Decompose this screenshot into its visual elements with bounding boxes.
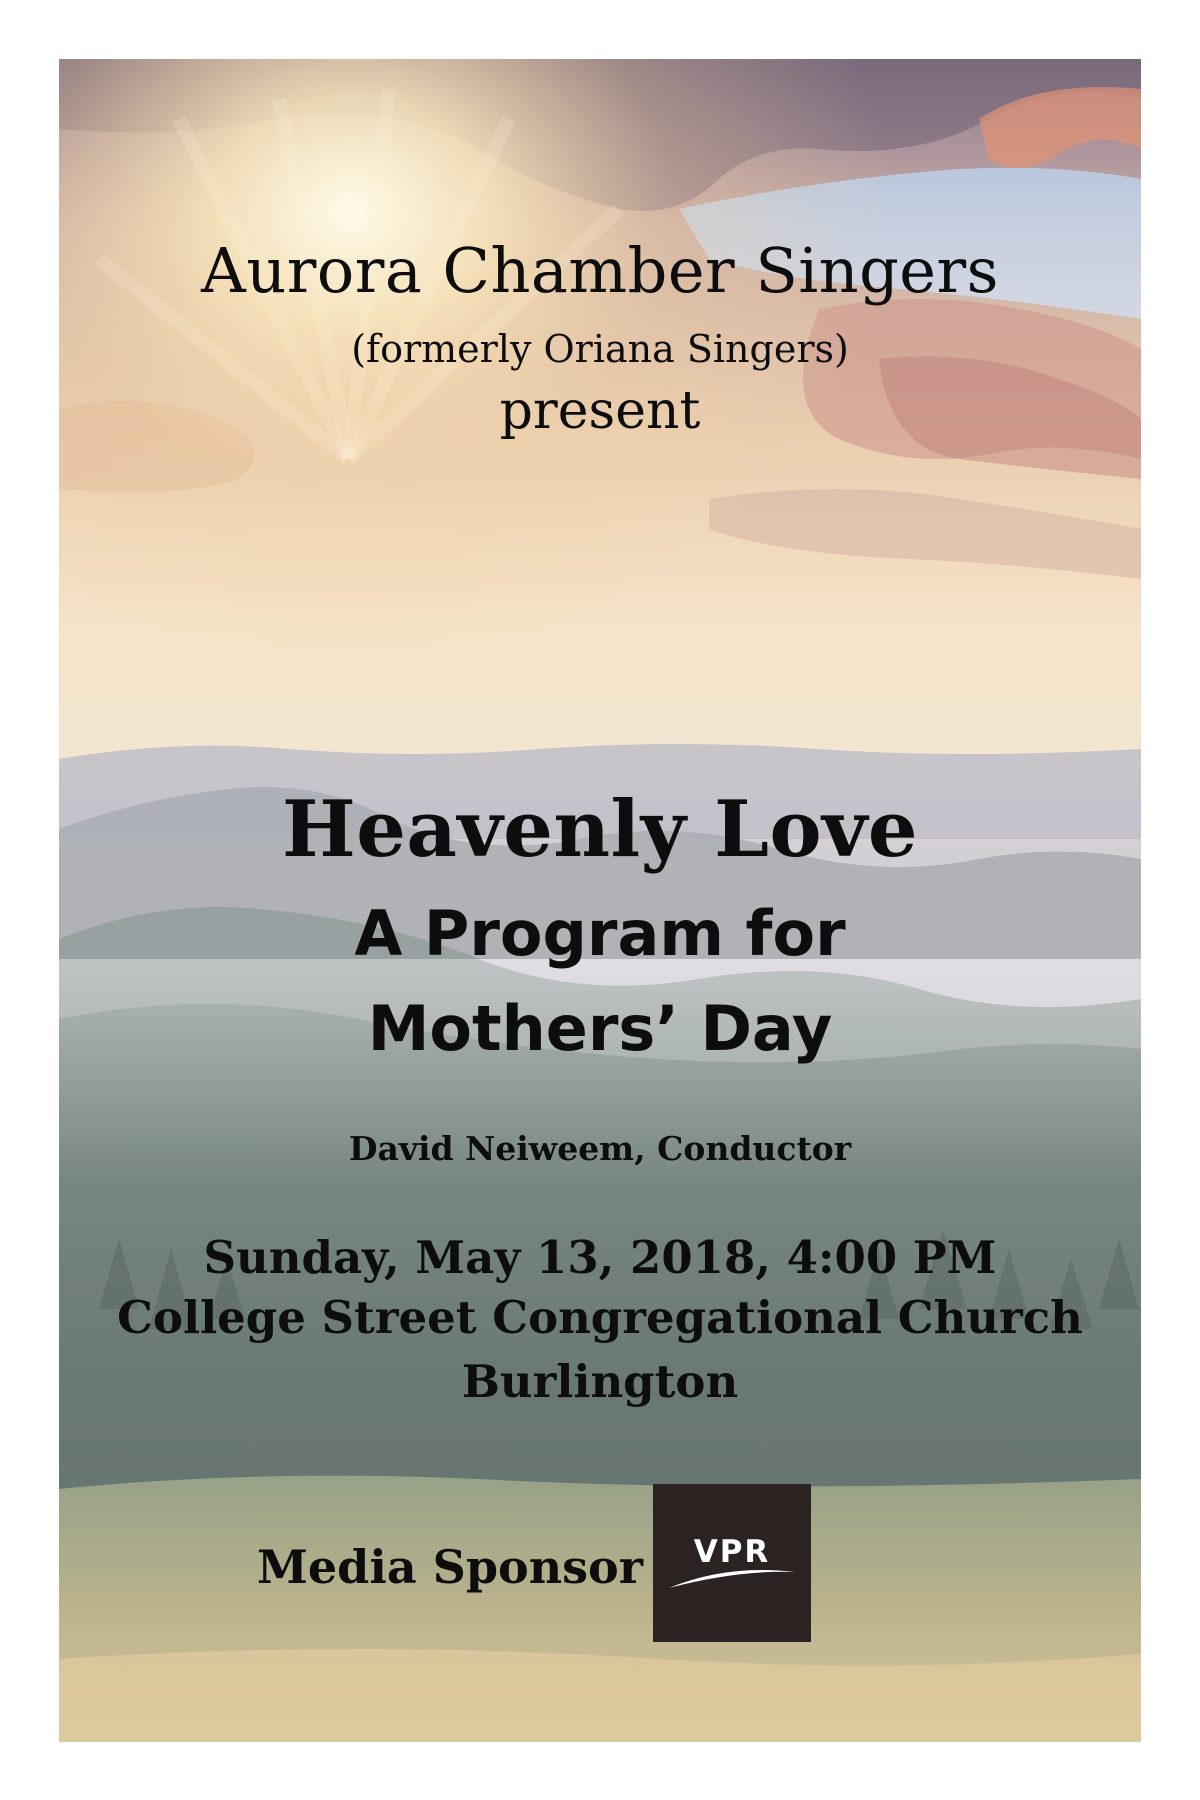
program-subtitle-line1: A Program for [354,897,846,970]
former-name: (formerly Oriana Singers) [351,327,849,371]
organization-name: Aurora Chamber Singers [201,234,999,307]
poster-text [59,59,1141,1742]
program-subtitle-line2: Mothers’ Day [367,992,833,1065]
event-date-time: Sunday, May 13, 2018, 4:00 PM [203,1231,997,1284]
present-text: present [499,381,701,441]
conductor-credit: David Neiweem, Conductor [348,1129,852,1168]
event-city: Burlington [461,1355,739,1408]
media-sponsor-label: Media Sponsor [257,1540,643,1594]
vpr-logo [653,1484,811,1642]
event-venue: College Street Congregational Church [117,1291,1083,1344]
vpr-logo-text: VPR [693,1534,771,1570]
concert-poster [59,59,1141,1742]
vpr-swoosh-icon [667,1562,797,1592]
program-title: Heavenly Love [282,784,918,875]
